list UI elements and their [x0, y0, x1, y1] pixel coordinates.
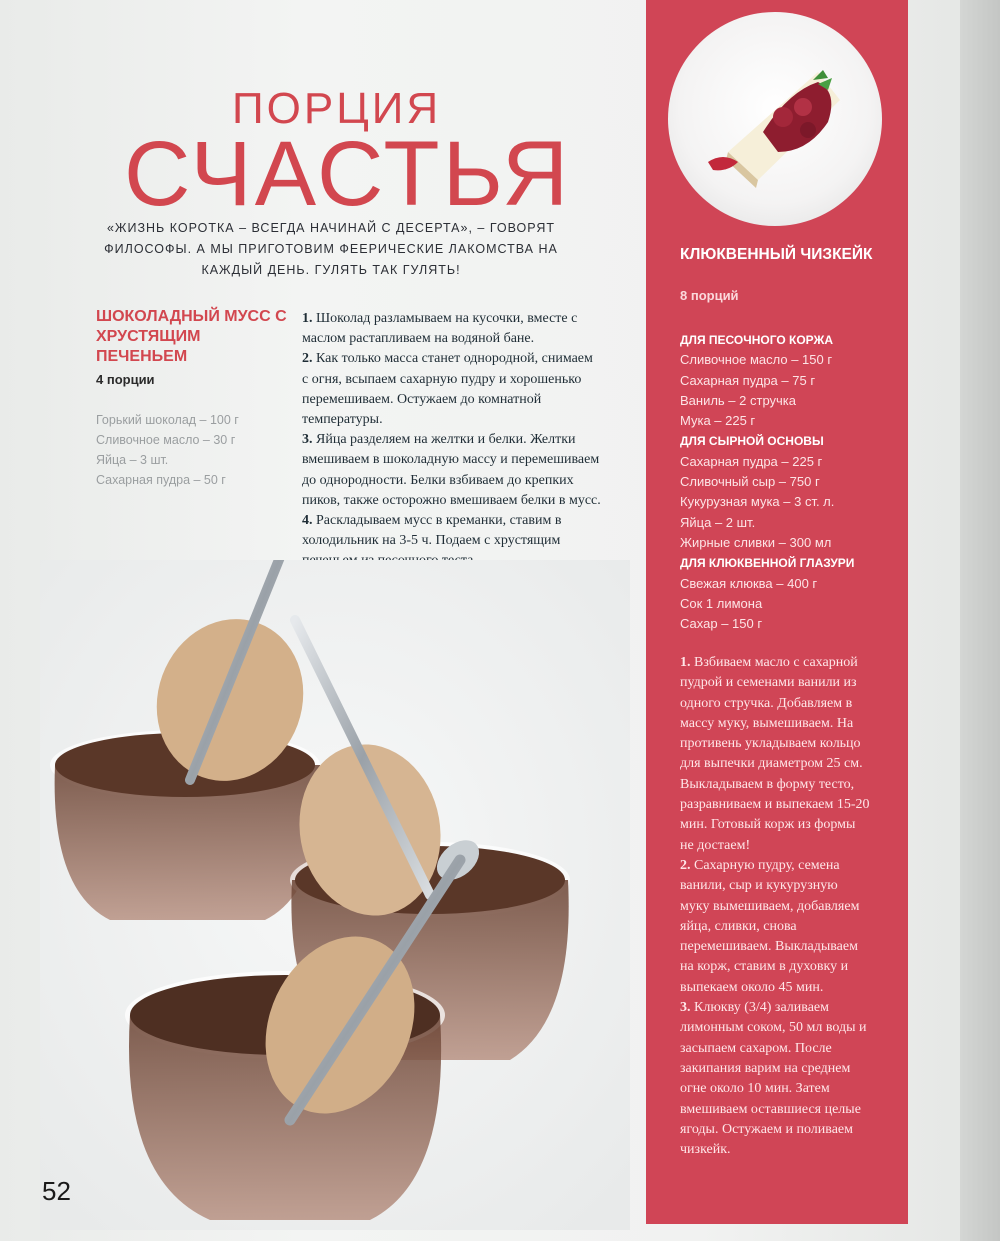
- mousse-ingredients-list: [96, 410, 239, 490]
- step-number: 3.: [680, 1000, 691, 1016]
- step-text: Взбиваем масло с сахарной пудрой и семенами ванили из одного стручка. Добавляем в массу муку, вымешиваем. На противень укладываем кольцо для выпечки диаметром 25 см. Выкладываем в форму тесто, разравниваем и выпекаем 15-20 мин. Готовый корж из формы не достаем!: [680, 655, 870, 853]
- ingredient-item: Мука – 225 г: [680, 413, 756, 429]
- cheesecake-steps: [680, 653, 870, 1160]
- step-text: Раскладываем мусс в креманки, ставим в холодильник на 3-5 ч. Подаем с хрустящим: [302, 513, 562, 549]
- ingredient-item: Сок 1 лимона: [680, 595, 763, 611]
- step-text: Как только масса станет однородной, снимаем с огня, всыпаем сахарную пудру и хорошенько перемешиваем. Остужаем до комнатной температуры.: [302, 351, 593, 428]
- ingredients-section-heading: ДЛЯ КЛЮКВЕННОЙ ГЛАЗУРИ: [680, 556, 855, 571]
- ingredient-item: Сливочное масло – 150 г: [680, 352, 833, 368]
- mousse-steps: [302, 309, 602, 572]
- step-number: 1.: [680, 655, 691, 670]
- ingredient-item: Сливочное масло – 30 г: [96, 433, 236, 447]
- step-number: 4.: [302, 513, 313, 529]
- page-number: 52: [42, 1176, 71, 1206]
- ingredient-item: Ваниль – 2 стручка: [680, 392, 797, 408]
- page-title-line2: СЧАСТЬЯ: [124, 123, 572, 225]
- ingredient-item: Сахарная пудра – 75 г: [680, 372, 816, 388]
- mousse-photo: [40, 560, 630, 1230]
- ingredient-item: Кукурузная мука – 3 ст. л.: [680, 494, 835, 510]
- intro-text: «ЖИЗНЬ КОРОТКА – ВСЕГДА НАЧИНАЙ С ДЕСЕРТА», – ГОВОРЯТ ФИЛОСОФЫ. А МЫ ПРИГОТОВИМ ФЕЕРИЧЕСКИЕ ЛАКОМСТВА НА КАЖДЫЙ ДЕНЬ. ГУЛЯТЬ ТАК ГУЛЯТЬ!: [104, 221, 558, 277]
- cheesecake-image: [668, 12, 882, 226]
- ingredient-item: Сахарная пудра – 50 г: [96, 473, 226, 487]
- ingredient-item: Жирные сливки – 300 мл: [680, 534, 832, 550]
- cheesecake-ingredients: [680, 330, 890, 634]
- page-title-line1: ПОРЦИЯ: [232, 84, 442, 133]
- step-text: Сахарную пудру, семена ванили, сыр и кукурузную муку вымешиваем, добавляем яйца, сливки, снова перемешиваем. Выкладываем на корж, ставим в духовку и выпекаем около 45 мин.: [680, 857, 860, 995]
- step-text: Клюкву (3/4) заливаем лимонным соком, 50 мл воды и засыпаем сахаром. После закипания варим на среднем огне около 10 мин. Затем вмешиваем оставшиеся целые ягоды. Остужаем и поливаем чизкейк.: [680, 1000, 867, 1158]
- ingredient-item: Сливочный сыр – 750 г: [680, 474, 820, 490]
- step-number: 1.: [302, 311, 313, 326]
- step-number: 2.: [302, 351, 313, 367]
- step-text: Яйца разделяем на желтки и белки. Желтки вмешиваем в шоколадную массу и перемешиваем до однородности. Белки взбиваем до крепких пиков, также осторожно вмешиваем белки в мусс.: [302, 432, 601, 508]
- page-edge: [960, 0, 1000, 1241]
- cheesecake-portions: 8 порций: [680, 288, 739, 303]
- step-number: 3.: [302, 432, 313, 448]
- step-number: 2.: [680, 857, 691, 873]
- cheesecake-recipe-title: КЛЮКВЕННЫЙ ЧИЗКЕЙК: [680, 246, 873, 263]
- ingredient-item: Сахарная пудра – 225 г: [680, 453, 823, 469]
- ingredients-section-heading: ДЛЯ ПЕСОЧНОГО КОРЖА: [680, 333, 834, 347]
- ingredient-item: Горький шоколад – 100 г: [96, 413, 239, 427]
- ingredient-item: Яйца – 3 шт.: [96, 453, 169, 467]
- mousse-portions: 4 порции: [96, 372, 155, 387]
- ingredient-item: Свежая клюква – 400 г: [680, 575, 818, 591]
- cheesecake-plate-photo: [668, 12, 882, 226]
- ingredients-section-heading: ДЛЯ СЫРНОЙ ОСНОВЫ: [680, 434, 824, 449]
- ingredient-item: Яйца – 2 шт.: [680, 514, 756, 530]
- step-text: Шоколад разламываем на кусочки, вместе с маслом растапливаем на водяной бане.: [302, 311, 578, 347]
- ingredient-item: Сахар – 150 г: [680, 616, 763, 632]
- mousse-recipe-title: ШОКОЛАДНЫЙ МУСС С ХРУСТЯЩИМ ПЕЧЕНЬЕМ: [96, 308, 287, 365]
